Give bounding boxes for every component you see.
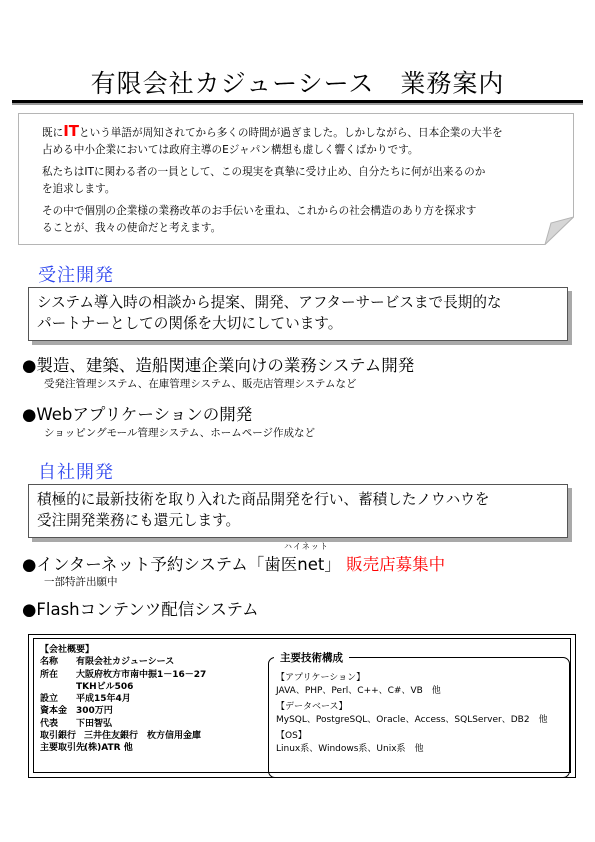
company-info-inner [33, 638, 571, 773]
intro-paragraph-3 [42, 203, 562, 236]
bullet-web-applications: ●Webアプリケーションの開発 [22, 405, 253, 424]
company-profile-heading: 【会社概要】 [40, 645, 95, 655]
intro-p2-line2: を追求します。 [42, 182, 116, 195]
intro-p3-line1: その中で個別の企業様の業務改革のお手伝いを重ね、これからの社会構造のあり方を探求す [42, 205, 477, 217]
tech-stack-title: 主要技術構成 [274, 650, 349, 665]
product-name-reading: ハイネット [284, 542, 329, 551]
title-divider [12, 100, 583, 103]
profile-row-clients: 主要取引先(株)ATR 他 [40, 743, 133, 754]
profile-row-representative: 代表 下田智弘 [40, 718, 113, 729]
bullet-reservation-system-label: ●インターネット予約システム「歯医net」 [22, 555, 341, 574]
statement-line: パートナーとしての関係を大切にしています。 [37, 315, 343, 332]
statement-line: 積極的に最新技術を取り入れた商品開発を行い、蓄積したノウハウを [37, 491, 490, 508]
profile-row-banks: 取引銀行 三井住友銀行 枚方信用金庫 [40, 731, 202, 742]
bullet-business-systems-detail: 受発注管理システム、在庫管理システム、販売店管理システムなど [44, 378, 357, 390]
tech-label: 【OS】 [276, 731, 307, 741]
statement-line: 受注開発業務にも還元します。 [37, 512, 241, 529]
bullet-web-applications-detail: ショッピングモール管理システム、ホームページ作成など [44, 427, 316, 439]
tech-label: 【データベース】 [276, 702, 348, 712]
tech-group-os [276, 730, 548, 755]
intro-p3-line2: ることが、我々の使命だと考えます。 [42, 221, 222, 234]
profile-row-address-2: TKHビル506 [76, 681, 134, 692]
intro-p1-line2: 占める中小企業においては政府主導のEジャパン構想も虚しく響くばかりです。 [42, 143, 419, 156]
bullet-business-systems: ●製造、建築、造船関連企業向けの業務システム開発 [22, 356, 415, 375]
statement-line: システム導入時の相談から提案、開発、アフターサービスまで長期的な [37, 294, 502, 311]
profile-row-established: 設立 平成15年4月 [40, 694, 131, 705]
tech-group-applications [276, 672, 548, 697]
tech-value: Linux系、Windows系、Unix系 他 [276, 743, 424, 754]
in-house-development-statement [28, 484, 568, 538]
section-heading-contract-development: 受注開発 [38, 265, 114, 286]
intro-p2-line1: 私たちはITに関わる者の一員として、この現実を真摯に受け止め、自分たちに何が出来るのか [42, 166, 486, 178]
bullet-flash-delivery: ●Flashコンテンツ配信システム [22, 600, 259, 619]
intro-paragraph-1 [42, 123, 562, 158]
contract-development-statement [28, 287, 568, 341]
tech-value: JAVA、PHP、Perl、C++、C#、VB 他 [276, 685, 441, 696]
profile-row-address: 所在 大阪府枚方市南中振1－16－27 [40, 669, 207, 680]
dealer-recruiting-notice: 販売店募集中 [346, 555, 446, 574]
bullet-reservation-system [22, 551, 445, 575]
tech-label: 【アプリケーション】 [276, 673, 366, 683]
intro-p1-line1: という単語が周知されてから多くの時間が過ぎました。しかしながら、日本企業の大半を [79, 127, 503, 139]
intro-text [42, 123, 562, 242]
company-profile [40, 644, 206, 755]
tech-stack-box [268, 657, 570, 778]
page-title: 有限会社カジューシース 業務案内 [90, 69, 505, 98]
company-info-box [28, 634, 576, 778]
section-heading-in-house-development: 自社開発 [38, 462, 114, 483]
profile-row-name: 名称 有限会社カジューシース [40, 657, 175, 668]
tech-group-databases [276, 701, 548, 726]
intro-note [18, 113, 574, 245]
tech-stack-list [276, 672, 548, 759]
tech-value: MySQL、PostgreSQL、Oracle、Access、SQLServer、DB2 他 [276, 714, 548, 725]
intro-p1-pre: 既に [42, 127, 64, 139]
intro-paragraph-2 [42, 164, 562, 197]
profile-row-capital: 資本金 300万円 [40, 706, 113, 717]
patent-pending-note: 一部特許出願中 [44, 576, 118, 588]
it-highlight: IT [63, 122, 80, 140]
